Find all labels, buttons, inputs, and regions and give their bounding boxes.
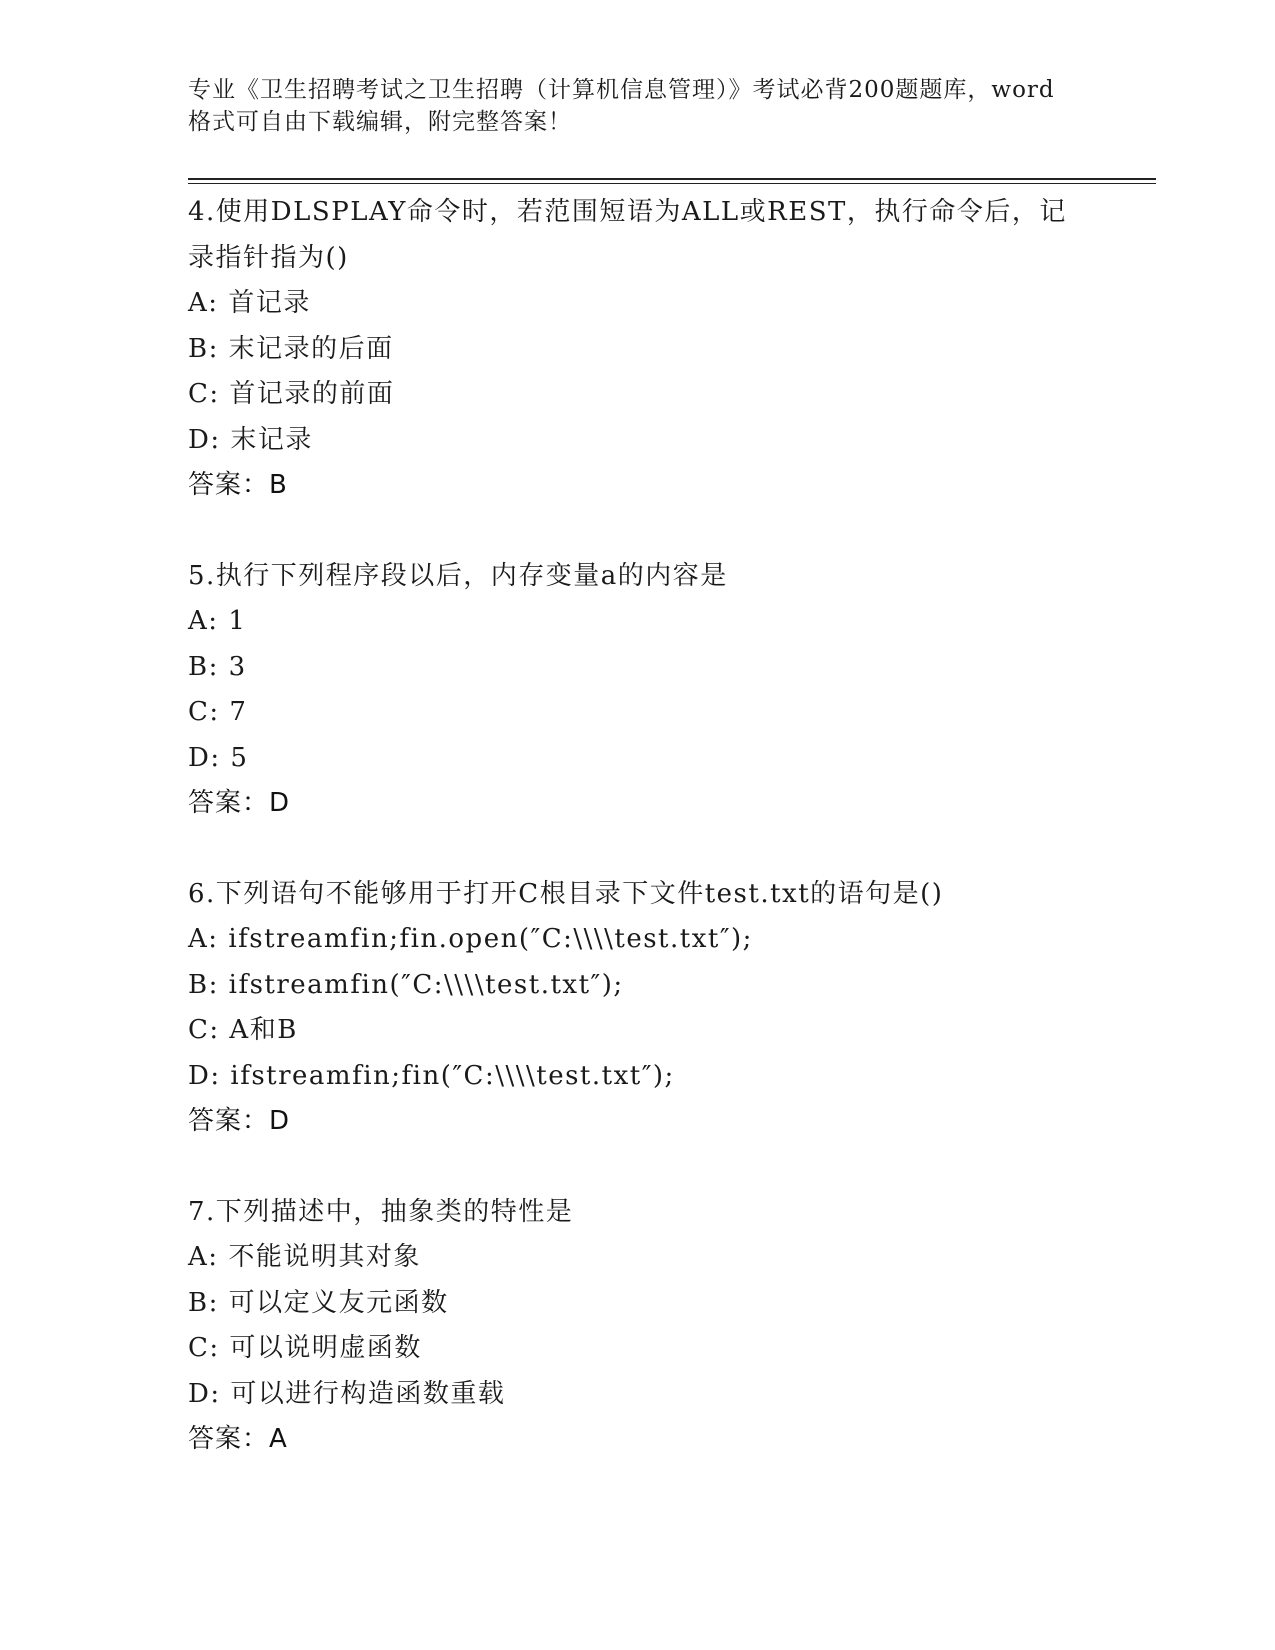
header-line-1: 专业《卫生招聘考试之卫生招聘（计算机信息管理）》考试必背200题题库，word [188,77,1055,103]
question-text: 6.下列语句不能够用于打开C根目录下文件test.txt的语句是() [188,878,944,909]
option-text: ifstreamfin(″C:\\\\test.txt″); [228,969,624,1000]
option-d [188,1372,1088,1418]
option-d [188,418,1088,464]
option-b [188,963,1088,1009]
question-text-continued: 录指针指为() [188,242,349,273]
answer-line: 答案：D [188,788,291,818]
option-key: B: [188,1287,219,1318]
option-text: 5 [230,742,249,773]
option-b [188,645,1088,691]
option-text: 首记录的前面 [229,379,395,409]
option-text: 1 [228,606,247,636]
option-a [188,281,1088,327]
question-item [188,554,1088,827]
option-c [188,372,1088,418]
question-item [188,190,1088,509]
option-b [188,1281,1088,1327]
option-key: D: [188,1060,221,1091]
answer-line: 答案：D [188,1106,291,1136]
option-text: 首记录 [228,288,311,318]
header-divider-thick [188,178,1156,180]
option-text: 末记录 [230,424,313,455]
answer-line: 答案：B [188,470,288,500]
option-key: A: [188,924,219,954]
option-key: A: [188,1242,219,1272]
option-b [188,327,1088,373]
option-key: B: [188,651,219,682]
option-key: D: [188,424,221,455]
option-key: A: [188,606,219,636]
question-item [188,872,1088,1145]
option-key: C: [188,1015,220,1045]
option-key: C: [188,379,220,409]
option-text: 3 [228,651,247,682]
option-key: D: [188,742,221,773]
option-a [188,1235,1088,1281]
option-key: C: [188,1333,220,1363]
option-text: 末记录的后面 [228,333,394,364]
option-a [188,599,1088,645]
question-list [188,190,1088,1508]
option-text: ifstreamfin;fin.open(″C:\\\\test.txt″); [228,924,753,954]
option-text: 可以进行构造函数重载 [230,1378,506,1409]
question-item [188,1190,1088,1463]
option-d [188,1054,1088,1100]
option-text: 不能说明其对象 [228,1242,421,1272]
option-text: 7 [229,697,248,727]
option-key: A: [188,288,219,318]
option-d [188,736,1088,782]
document-header [188,74,1098,138]
option-c [188,1326,1088,1372]
option-text: 可以说明虚函数 [229,1333,422,1363]
option-c [188,690,1088,736]
option-key: D: [188,1378,221,1409]
option-text: 可以定义友元函数 [228,1287,449,1318]
question-text: 4.使用DLSPLAY命令时，若范围短语为ALL或REST，执行命令后，记 [188,197,1067,227]
option-a [188,917,1088,963]
option-text: ifstreamfin;fin(″C:\\\\test.txt″); [230,1060,675,1091]
option-key: C: [188,697,220,727]
question-text: 5.执行下列程序段以后，内存变量a的内容是 [188,560,728,591]
answer-line: 答案：A [188,1424,288,1454]
header-line-2: 格式可自由下载编辑，附完整答案！ [188,109,572,135]
question-text: 7.下列描述中，抽象类的特性是 [188,1196,574,1227]
header-divider-thin [188,183,1156,184]
option-key: B: [188,333,219,364]
option-text: A和B [229,1015,298,1045]
option-c [188,1008,1088,1054]
option-key: B: [188,969,219,1000]
